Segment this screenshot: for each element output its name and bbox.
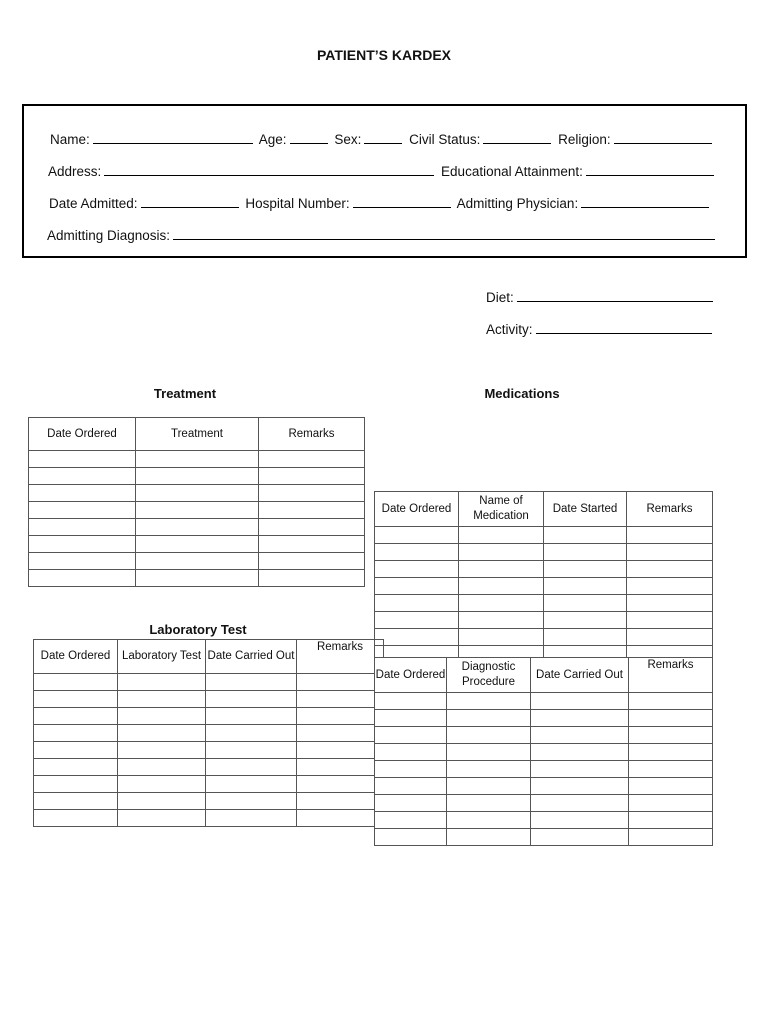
diagnostic-cell[interactable] xyxy=(375,693,447,710)
medications-cell[interactable] xyxy=(627,595,713,612)
diagnostic-header-procedure: Diagnostic Procedure xyxy=(447,658,531,693)
medications-cell[interactable] xyxy=(627,561,713,578)
name-label: Name: xyxy=(50,132,90,147)
treatment-cell[interactable] xyxy=(136,519,259,536)
laboratory-row xyxy=(34,793,384,810)
treatment-cell[interactable] xyxy=(259,502,365,519)
laboratory-header-carried-out: Date Carried Out xyxy=(206,640,297,674)
treatment-row xyxy=(29,485,365,502)
medications-cell[interactable] xyxy=(459,595,544,612)
diet-field[interactable] xyxy=(517,300,713,302)
treatment-cell[interactable] xyxy=(259,553,365,570)
treatment-row xyxy=(29,519,365,536)
educational-attainment-label: Educational Attainment: xyxy=(441,164,583,179)
treatment-row xyxy=(29,553,365,570)
treatment-cell[interactable] xyxy=(259,536,365,553)
laboratory-row xyxy=(34,759,384,776)
laboratory-cell[interactable] xyxy=(206,759,297,776)
medications-row xyxy=(375,612,713,629)
laboratory-cell[interactable] xyxy=(206,810,297,827)
laboratory-cell[interactable] xyxy=(297,759,384,776)
laboratory-body xyxy=(34,674,384,827)
medications-cell[interactable] xyxy=(544,578,627,595)
laboratory-cell[interactable] xyxy=(118,776,206,793)
diagnostic-cell[interactable] xyxy=(531,829,629,846)
laboratory-cell[interactable] xyxy=(206,742,297,759)
diagnostic-cell[interactable] xyxy=(531,761,629,778)
medications-cell[interactable] xyxy=(459,561,544,578)
treatment-row xyxy=(29,536,365,553)
medications-cell[interactable] xyxy=(459,629,544,646)
diagnostic-cell[interactable] xyxy=(531,812,629,829)
laboratory-cell[interactable] xyxy=(297,725,384,742)
treatment-header-treatment: Treatment xyxy=(136,418,259,451)
diagnostic-cell[interactable] xyxy=(629,693,713,710)
diagnostic-row xyxy=(375,795,713,812)
medications-table xyxy=(374,491,713,663)
medications-cell[interactable] xyxy=(375,629,459,646)
laboratory-row xyxy=(34,674,384,691)
diagnostic-cell[interactable] xyxy=(629,761,713,778)
treatment-header-remarks: Remarks xyxy=(259,418,365,451)
medications-cell[interactable] xyxy=(459,578,544,595)
diagnostic-row xyxy=(375,761,713,778)
diagnostic-cell[interactable] xyxy=(447,778,531,795)
laboratory-cell[interactable] xyxy=(206,708,297,725)
info-row-3 xyxy=(49,196,712,211)
laboratory-cell[interactable] xyxy=(297,810,384,827)
diagnostic-cell[interactable] xyxy=(375,795,447,812)
diagnostic-header-remarks: Remarks xyxy=(629,658,713,693)
laboratory-header-remarks: Remarks xyxy=(297,640,384,674)
medications-row xyxy=(375,527,713,544)
laboratory-row xyxy=(34,725,384,742)
treatment-cell[interactable] xyxy=(29,519,136,536)
treatment-cell[interactable] xyxy=(136,485,259,502)
activity-field[interactable] xyxy=(536,332,712,334)
treatment-row xyxy=(29,570,365,587)
medications-row xyxy=(375,595,713,612)
treatment-cell[interactable] xyxy=(29,570,136,587)
treatment-cell[interactable] xyxy=(29,485,136,502)
age-label: Age: xyxy=(258,132,287,147)
laboratory-cell[interactable] xyxy=(297,691,384,708)
medications-header-name: Name of Medication xyxy=(459,492,544,527)
treatment-table xyxy=(28,417,365,587)
laboratory-cell[interactable] xyxy=(297,708,384,725)
diagnostic-row xyxy=(375,693,713,710)
medications-cell[interactable] xyxy=(627,544,713,561)
admitting-diagnosis-label: Admitting Diagnosis: xyxy=(47,228,171,243)
medications-cell[interactable] xyxy=(544,544,627,561)
medications-header-date: Date Ordered xyxy=(375,492,459,527)
diagnostic-cell[interactable] xyxy=(375,761,447,778)
treatment-cell[interactable] xyxy=(29,451,136,468)
laboratory-cell[interactable] xyxy=(206,691,297,708)
medications-cell[interactable] xyxy=(544,561,627,578)
diagnostic-cell[interactable] xyxy=(629,795,713,812)
diagnostic-cell[interactable] xyxy=(531,710,629,727)
diagnostic-cell[interactable] xyxy=(531,744,629,761)
laboratory-cell[interactable] xyxy=(118,793,206,810)
treatment-cell[interactable] xyxy=(259,570,365,587)
admitting-diagnosis-field[interactable] xyxy=(173,238,715,240)
laboratory-cell[interactable] xyxy=(206,776,297,793)
laboratory-cell[interactable] xyxy=(206,674,297,691)
laboratory-cell[interactable] xyxy=(206,793,297,810)
page-title: PATIENT’S KARDEX xyxy=(316,47,452,63)
medications-cell[interactable] xyxy=(459,544,544,561)
laboratory-cell[interactable] xyxy=(34,776,118,793)
date-admitted-field[interactable] xyxy=(141,206,239,208)
treatment-cell[interactable] xyxy=(136,536,259,553)
diagnostic-cell[interactable] xyxy=(629,744,713,761)
activity-row xyxy=(486,322,715,337)
medications-cell[interactable] xyxy=(375,527,459,544)
medications-cell[interactable] xyxy=(544,595,627,612)
laboratory-row xyxy=(34,708,384,725)
diagnostic-cell[interactable] xyxy=(447,727,531,744)
diagnostic-cell[interactable] xyxy=(447,812,531,829)
laboratory-cell[interactable] xyxy=(34,793,118,810)
treatment-cell[interactable] xyxy=(259,451,365,468)
hospital-number-label: Hospital Number: xyxy=(245,196,350,211)
laboratory-cell[interactable] xyxy=(34,725,118,742)
diagnostic-cell[interactable] xyxy=(629,812,713,829)
treatment-cell[interactable] xyxy=(136,468,259,485)
diagnostic-header-date: Date Ordered xyxy=(375,658,447,693)
medications-cell[interactable] xyxy=(627,612,713,629)
diagnostic-cell[interactable] xyxy=(629,727,713,744)
diagnostic-cell[interactable] xyxy=(447,710,531,727)
laboratory-cell[interactable] xyxy=(297,793,384,810)
patient-info-box xyxy=(22,104,747,258)
treatment-cell[interactable] xyxy=(29,536,136,553)
diagnostic-cell[interactable] xyxy=(629,778,713,795)
laboratory-cell[interactable] xyxy=(34,708,118,725)
treatment-cell[interactable] xyxy=(259,485,365,502)
laboratory-cell[interactable] xyxy=(34,810,118,827)
laboratory-cell[interactable] xyxy=(118,674,206,691)
treatment-cell[interactable] xyxy=(136,570,259,587)
laboratory-cell[interactable] xyxy=(118,725,206,742)
laboratory-cell[interactable] xyxy=(118,691,206,708)
religion-label: Religion: xyxy=(558,132,611,147)
laboratory-row xyxy=(34,776,384,793)
diagnostic-cell[interactable] xyxy=(447,744,531,761)
treatment-row xyxy=(29,451,365,468)
hospital-number-field[interactable] xyxy=(353,206,451,208)
diagnostic-cell[interactable] xyxy=(531,795,629,812)
medications-cell[interactable] xyxy=(375,595,459,612)
address-label: Address: xyxy=(48,164,102,179)
medications-cell[interactable] xyxy=(375,578,459,595)
medications-heading: Medications xyxy=(484,386,560,401)
diagnostic-cell[interactable] xyxy=(447,795,531,812)
diagnostic-cell[interactable] xyxy=(375,812,447,829)
diagnostic-cell[interactable] xyxy=(531,727,629,744)
laboratory-row xyxy=(34,810,384,827)
medications-row xyxy=(375,561,713,578)
diagnostic-cell[interactable] xyxy=(375,829,447,846)
medications-cell[interactable] xyxy=(459,612,544,629)
medications-row xyxy=(375,544,713,561)
treatment-cell[interactable] xyxy=(29,468,136,485)
treatment-cell[interactable] xyxy=(259,519,365,536)
laboratory-row xyxy=(34,691,384,708)
laboratory-heading: Laboratory Test xyxy=(149,622,247,637)
treatment-cell[interactable] xyxy=(136,451,259,468)
treatment-cell[interactable] xyxy=(136,502,259,519)
treatment-cell[interactable] xyxy=(259,468,365,485)
diagnostic-cell[interactable] xyxy=(375,727,447,744)
diagnostic-row xyxy=(375,778,713,795)
info-row-4 xyxy=(47,228,718,243)
medications-cell[interactable] xyxy=(627,527,713,544)
diagnostic-header-carried-out: Date Carried Out xyxy=(531,658,629,693)
diagnostic-cell[interactable] xyxy=(447,829,531,846)
medications-cell[interactable] xyxy=(375,561,459,578)
medications-row xyxy=(375,578,713,595)
laboratory-row xyxy=(34,742,384,759)
medications-cell[interactable] xyxy=(627,629,713,646)
info-row-1 xyxy=(50,132,715,147)
laboratory-cell[interactable] xyxy=(118,810,206,827)
medications-cell[interactable] xyxy=(375,612,459,629)
religion-field[interactable] xyxy=(614,142,712,144)
medications-header-started: Date Started xyxy=(544,492,627,527)
laboratory-header-test: Laboratory Test xyxy=(118,640,206,674)
educational-attainment-field[interactable] xyxy=(586,174,714,176)
laboratory-cell[interactable] xyxy=(206,725,297,742)
civil-status-field[interactable] xyxy=(483,142,551,144)
laboratory-table xyxy=(33,639,384,827)
admitting-physician-label: Admitting Physician: xyxy=(456,196,579,211)
diagnostic-cell[interactable] xyxy=(447,693,531,710)
treatment-row xyxy=(29,502,365,519)
laboratory-cell[interactable] xyxy=(34,742,118,759)
medications-row xyxy=(375,629,713,646)
medications-cell[interactable] xyxy=(459,527,544,544)
medications-cell[interactable] xyxy=(627,578,713,595)
diagnostic-row xyxy=(375,812,713,829)
medications-cell[interactable] xyxy=(544,527,627,544)
treatment-cell[interactable] xyxy=(29,502,136,519)
sex-label: Sex: xyxy=(334,132,362,147)
laboratory-cell[interactable] xyxy=(297,742,384,759)
diet-label: Diet: xyxy=(486,290,514,305)
laboratory-cell[interactable] xyxy=(34,759,118,776)
medications-body xyxy=(375,527,713,663)
diagnostic-cell[interactable] xyxy=(629,829,713,846)
treatment-header-date: Date Ordered xyxy=(29,418,136,451)
diagnostic-row xyxy=(375,744,713,761)
sex-field[interactable] xyxy=(364,142,402,144)
laboratory-cell[interactable] xyxy=(34,674,118,691)
laboratory-cell[interactable] xyxy=(118,708,206,725)
diagnostic-row xyxy=(375,829,713,846)
diagnostic-row xyxy=(375,710,713,727)
age-field[interactable] xyxy=(290,142,328,144)
laboratory-cell[interactable] xyxy=(297,674,384,691)
medications-cell[interactable] xyxy=(544,612,627,629)
name-field[interactable] xyxy=(93,142,253,144)
laboratory-cell[interactable] xyxy=(34,691,118,708)
treatment-body xyxy=(29,451,365,587)
treatment-row xyxy=(29,468,365,485)
medications-cell[interactable] xyxy=(544,629,627,646)
laboratory-cell[interactable] xyxy=(297,776,384,793)
diagnostic-cell[interactable] xyxy=(629,710,713,727)
diet-row xyxy=(486,290,716,305)
medications-header-remarks: Remarks xyxy=(627,492,713,527)
diagnostic-cell[interactable] xyxy=(375,710,447,727)
diagnostic-cell[interactable] xyxy=(447,761,531,778)
admitting-physician-field[interactable] xyxy=(581,206,709,208)
address-field[interactable] xyxy=(104,174,434,176)
diagnostic-row xyxy=(375,727,713,744)
treatment-heading: Treatment xyxy=(153,386,217,401)
civil-status-label: Civil Status: xyxy=(409,132,481,147)
activity-label: Activity: xyxy=(486,322,533,337)
laboratory-header-date: Date Ordered xyxy=(34,640,118,674)
treatment-cell[interactable] xyxy=(29,553,136,570)
diagnostic-cell[interactable] xyxy=(375,744,447,761)
diagnostic-cell[interactable] xyxy=(531,778,629,795)
diagnostic-cell[interactable] xyxy=(531,693,629,710)
laboratory-cell[interactable] xyxy=(118,759,206,776)
diagnostic-body xyxy=(375,693,713,846)
diagnostic-table xyxy=(374,657,713,846)
treatment-cell[interactable] xyxy=(136,553,259,570)
date-admitted-label: Date Admitted: xyxy=(49,196,138,211)
laboratory-cell[interactable] xyxy=(118,742,206,759)
diagnostic-cell[interactable] xyxy=(375,778,447,795)
medications-cell[interactable] xyxy=(375,544,459,561)
info-row-2 xyxy=(48,164,717,179)
